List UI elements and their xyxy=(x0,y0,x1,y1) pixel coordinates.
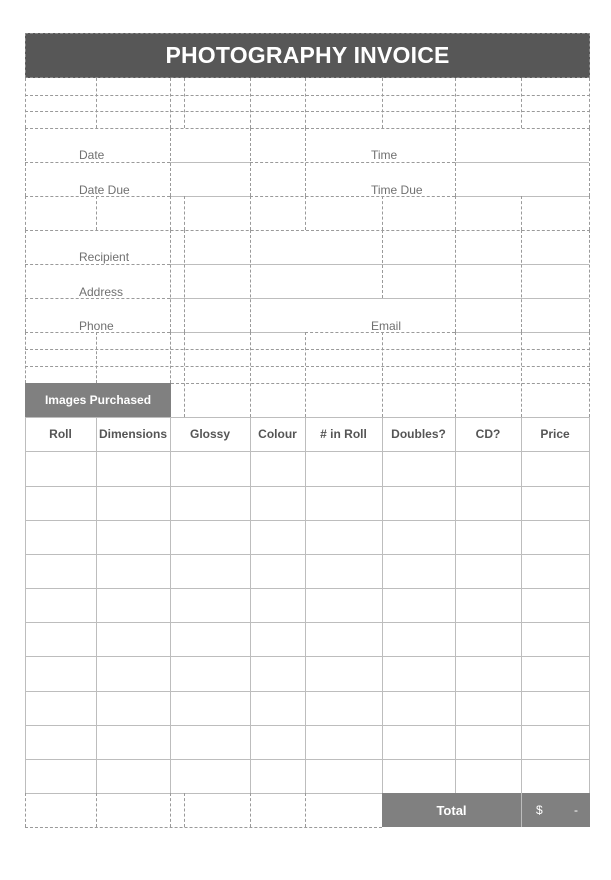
table-row[interactable] xyxy=(25,555,589,588)
column-header-dimensions: Dimensions xyxy=(98,427,167,441)
total-label: Total xyxy=(436,802,467,818)
table-row[interactable] xyxy=(25,726,589,759)
total-currency: $ xyxy=(536,803,543,817)
table-row[interactable] xyxy=(25,657,589,691)
table-row[interactable] xyxy=(25,692,589,725)
column-header-roll: Roll xyxy=(49,427,72,441)
phone-label: Phone xyxy=(79,319,114,333)
email-field[interactable] xyxy=(456,299,589,332)
table-row[interactable] xyxy=(25,623,589,656)
column-header-cd: CD? xyxy=(475,427,501,441)
table-row[interactable] xyxy=(25,589,589,622)
table-row[interactable] xyxy=(25,760,589,793)
date-label: Date xyxy=(79,148,105,162)
time-due-field[interactable] xyxy=(456,163,589,196)
column-header-glossy: Glossy xyxy=(189,427,231,441)
column-header-price: Price xyxy=(540,427,570,441)
email-label: Email xyxy=(371,319,402,333)
total-value: - xyxy=(574,803,578,817)
phone-field[interactable] xyxy=(171,299,305,332)
table-row[interactable] xyxy=(25,487,589,520)
time-due-label: Time Due xyxy=(371,183,423,197)
recipient-label: Recipient xyxy=(79,250,130,264)
date-field[interactable] xyxy=(171,129,305,162)
column-header-doubles: Doubles? xyxy=(391,427,446,441)
date-due-label: Date Due xyxy=(79,183,130,197)
column-header-colour: Colour xyxy=(258,427,297,441)
table-row[interactable] xyxy=(25,452,589,486)
date-due-field[interactable] xyxy=(171,163,305,196)
address-field[interactable] xyxy=(171,265,589,298)
images-purchased-heading: Images Purchased xyxy=(25,383,171,417)
time-label: Time xyxy=(371,148,398,162)
column-header-number-in-roll: # in Roll xyxy=(320,427,367,441)
address-label: Address xyxy=(79,285,124,299)
table-row[interactable] xyxy=(25,521,589,554)
recipient-field[interactable] xyxy=(171,231,589,264)
time-field[interactable] xyxy=(456,129,589,162)
invoice-title: PHOTOGRAPHY INVOICE xyxy=(25,33,590,78)
